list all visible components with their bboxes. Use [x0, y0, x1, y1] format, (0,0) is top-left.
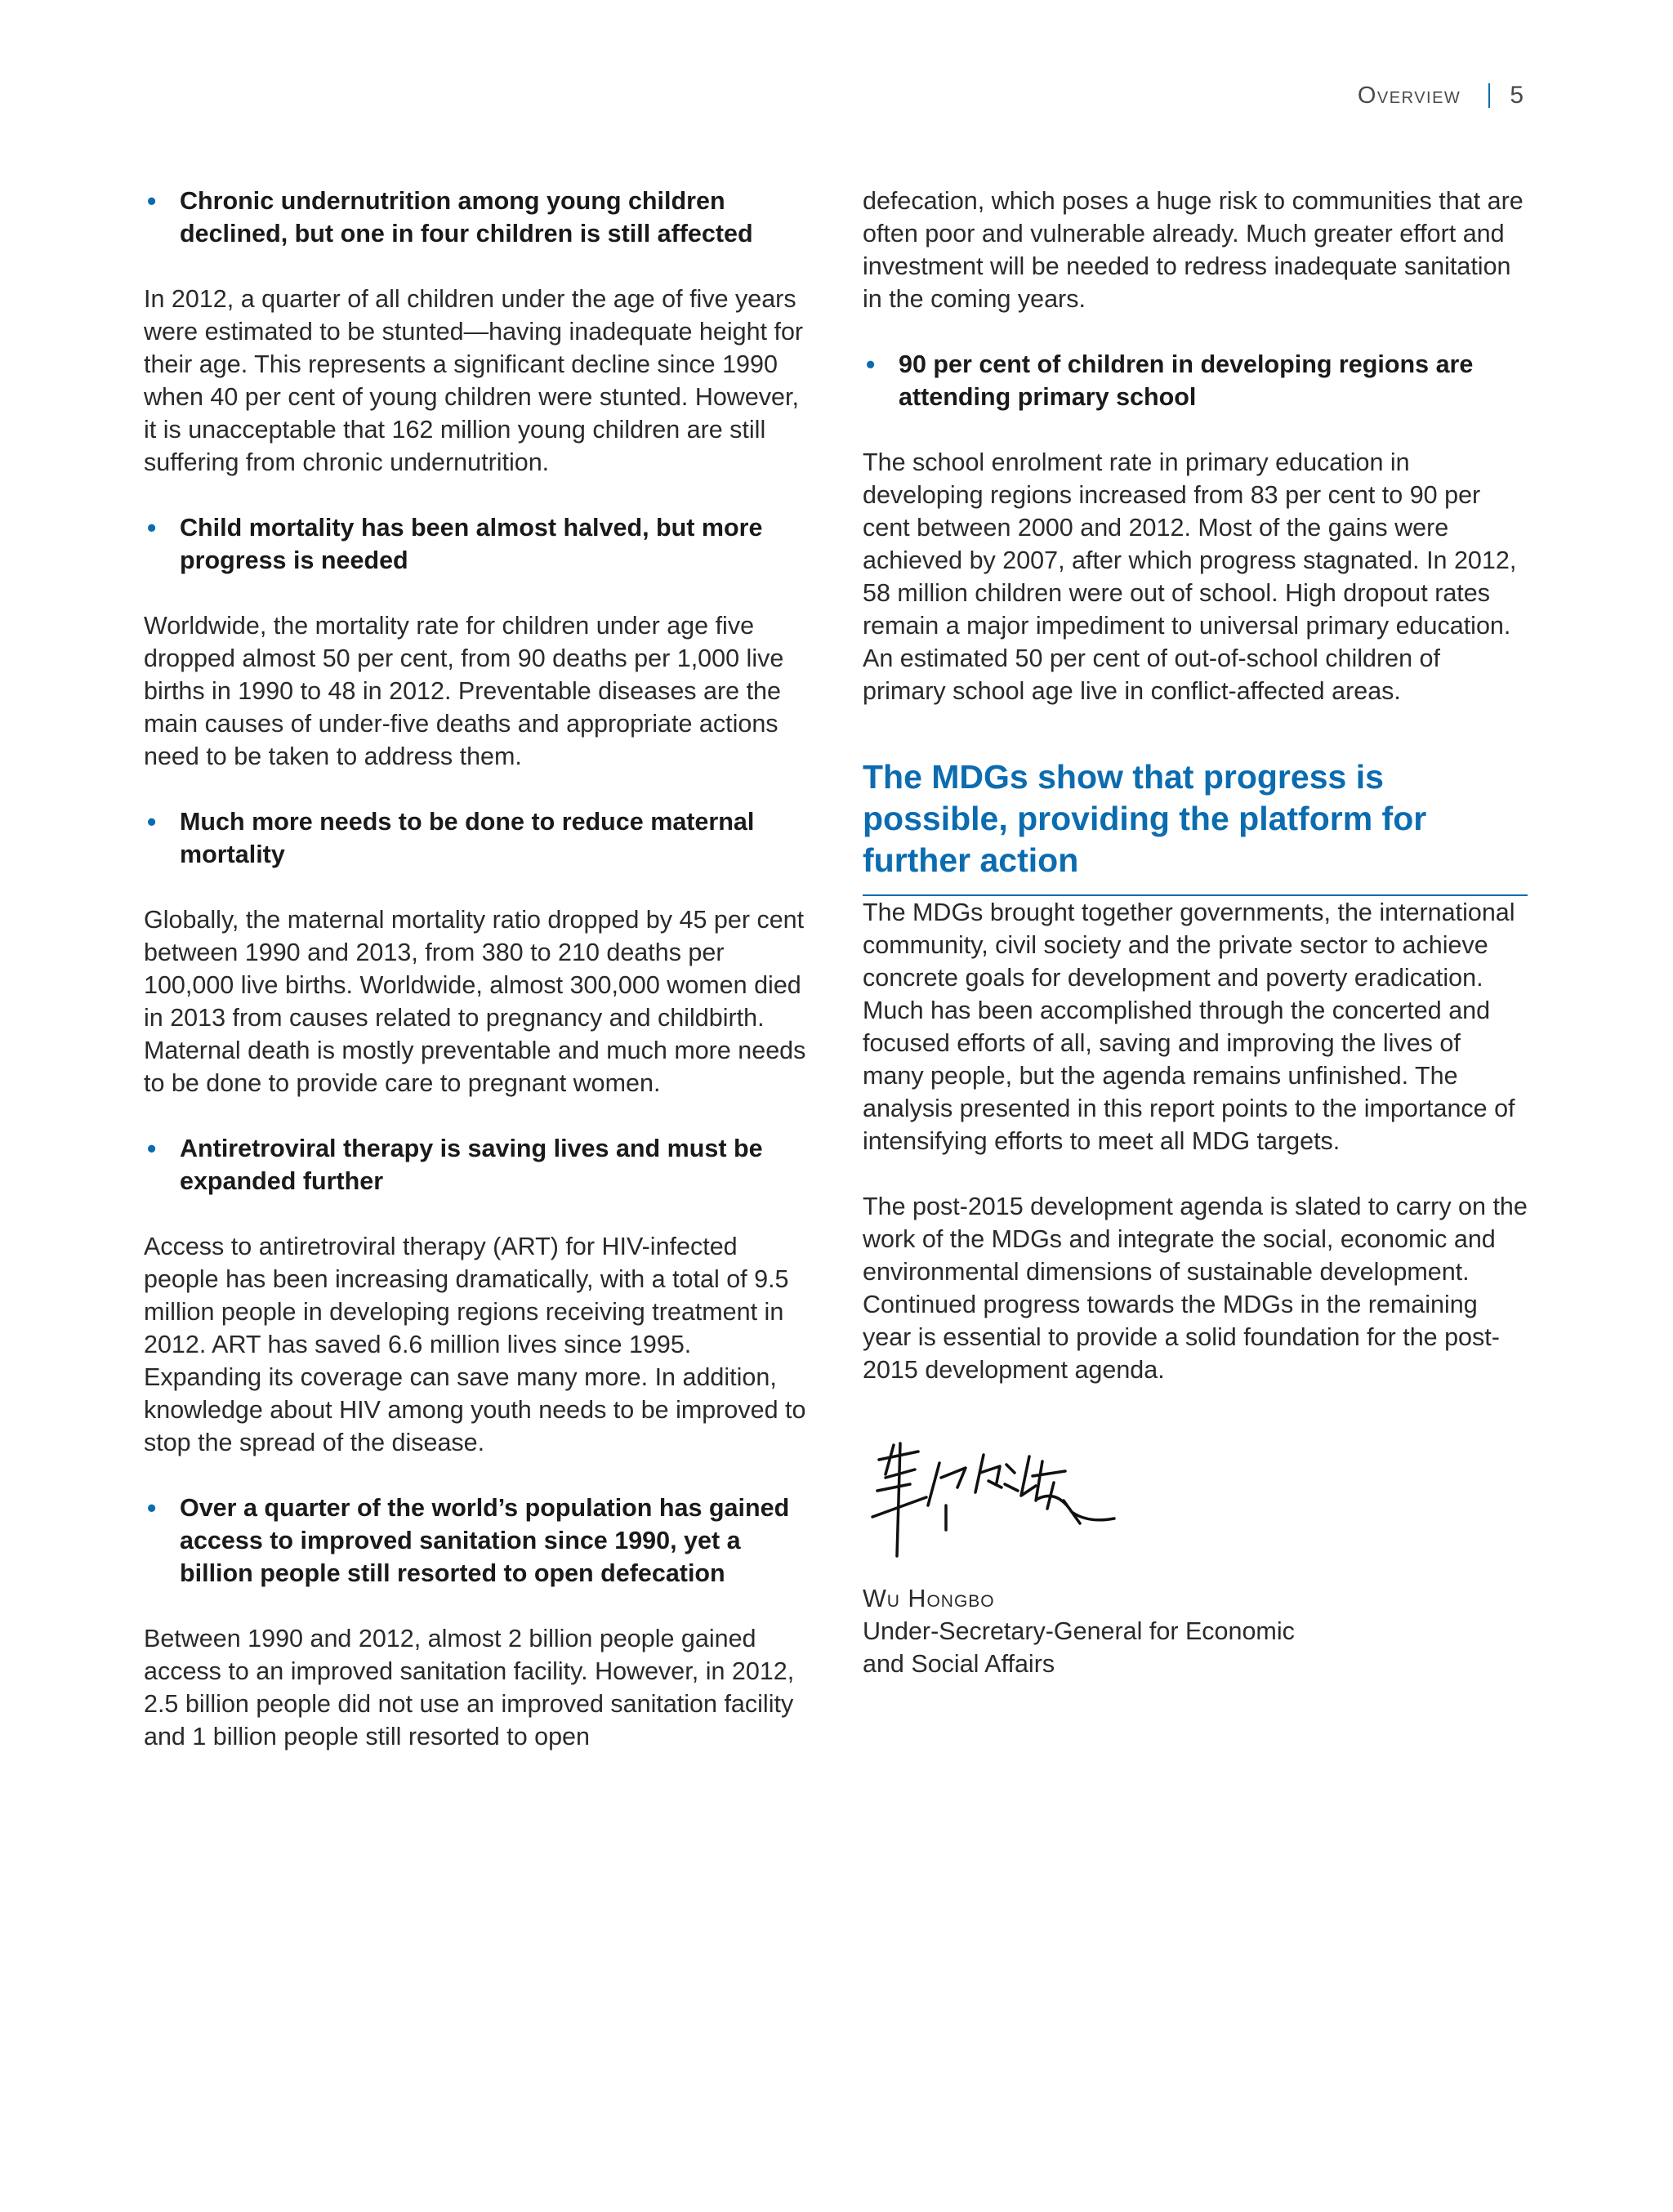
- section-title: Overview: [1357, 82, 1461, 109]
- bullet-heading: • Chronic undernutrition among young children declined, but one in four children is still affected: [147, 186, 753, 248]
- body-paragraph: The post-2015 development agenda is slated to carry on the work of the MDGs and integrate the social, economic and environmental dimensions of sustainable development. Continued progress towards the MDGs in the remaining year is essential to provide a solid foundation for the post-2015 development agenda.: [863, 1193, 1528, 1384]
- bullet-dot-icon: •: [147, 1493, 157, 1523]
- body-paragraph: In 2012, a quarter of all children under the age of five years were estimated to be stunted—having inadequate height for their age. This represents a significant decline since 1990 when 40 per cent of young children were stunted. However, it is unacceptable that 162 million young children are still suffering from chronic undernutrition.: [144, 285, 804, 476]
- bullet-heading: • Over a quarter of the world’s population has gained access to improved sanitation since 1990, yet a billion people still resorted to open defecation: [147, 1493, 790, 1587]
- bullet-heading: • Antiretroviral therapy is saving lives and must be expanded further: [147, 1134, 763, 1195]
- signatory-name: Wu Hongbo: [863, 1585, 995, 1612]
- bullet-dot-icon: •: [866, 350, 876, 379]
- bullet-dot-icon: •: [147, 1134, 157, 1163]
- body-paragraph: The school enrolment rate in primary education in developing regions increased from 83 per cent to 90 per cent between 2000 and 2012. Most of the gains were achieved by 2007, after which progress stagnated. In 2012, 58 million children were out of school. High dropout rates remain a major impediment to universal primary education. An estimated 50 per cent of out-of-school children of primary school age live in conflict-affected areas.: [863, 448, 1517, 705]
- left-column: [144, 185, 814, 1786]
- bullet-dot-icon: •: [147, 513, 157, 542]
- body-paragraph: Worldwide, the mortality rate for children under age five dropped almost 50 per cent, from 90 deaths per 1,000 live births in 1990 to 48 in 2012. Preventable diseases are the main causes of under-five deaths and appropriate actions need to be taken to address them.: [144, 612, 784, 770]
- bullet-heading: • Child mortality has been almost halved, but more progress is needed: [147, 513, 763, 574]
- signature-image: [861, 1427, 1122, 1566]
- body-paragraph: The MDGs brought together governments, the international community, civil society and the private sector to achieve concrete goals for development and poverty eradication. Much has been accomplished through the concerted and focused efforts of all, saving and improving the lives of many people, but the agenda remains unfinished. The analysis presented in this report points to the importance of intensifying efforts to meet all MDG targets.: [863, 899, 1515, 1155]
- body-paragraph: Between 1990 and 2012, almost 2 billion people gained access to an improved sanitation facility. However, in 2012, 2.5 billion people did not use an improved sanitation facility and 1 billion people still resorted to open: [144, 1625, 795, 1750]
- bullet-dot-icon: •: [147, 807, 157, 836]
- header-divider: [1488, 83, 1490, 108]
- right-column: [863, 185, 1528, 1680]
- bullet-heading: • 90 per cent of children in developing regions are attending primary school: [866, 350, 1474, 411]
- bullet-dot-icon: •: [147, 186, 157, 216]
- section-heading: The MDGs show that progress is possible, providing the platform for further action: [863, 756, 1528, 896]
- body-paragraph: Globally, the maternal mortality ratio dropped by 45 per cent between 1990 and 2013, from 380 to 210 deaths per 100,000 live births. Worldwide, almost 300,000 women died in 2013 from causes related to pregnancy and childbirth. Maternal death is mostly preventable and much more needs to be done to provide care to pregnant women.: [144, 906, 806, 1097]
- continued-paragraph: defecation, which poses a huge risk to communities that are often poor and vulnerable already. Much greater effort and investment will be needed to redress inadequate sanitation in the coming years.: [863, 187, 1524, 313]
- body-paragraph: Access to antiretroviral therapy (ART) for HIV-infected people has been increasing dramatically, with a total of 9.5 million people in developing regions receiving treatment in 2012. ART has saved 6.6 million lives since 1995. Expanding its coverage can save many more. In addition, knowledge about HIV among youth needs to be improved to stop the spread of the disease.: [144, 1233, 806, 1456]
- page-number: 5: [1510, 82, 1524, 109]
- bullet-heading: • Much more needs to be done to reduce maternal mortality: [147, 807, 755, 868]
- signatory-title: and Social Affairs: [863, 1650, 1055, 1678]
- signatory-title: Under-Secretary-General for Economic: [863, 1617, 1295, 1645]
- running-header: [1358, 78, 1524, 113]
